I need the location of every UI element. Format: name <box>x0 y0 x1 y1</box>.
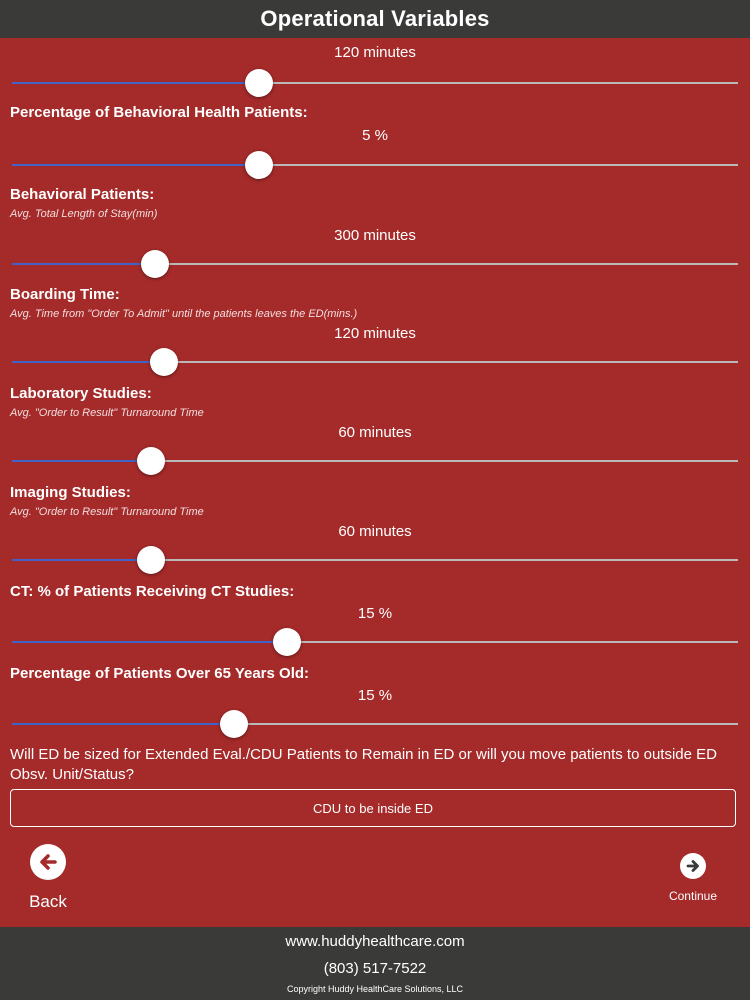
sub-behavioral-patients: Avg. Total Length of Stay(min) <box>10 208 158 220</box>
slider-boarding-time[interactable] <box>12 347 738 377</box>
label-over-65: Percentage of Patients Over 65 Years Old: <box>10 665 310 682</box>
value-over-65: 15 % <box>357 687 393 704</box>
settings-scroll-area[interactable] <box>0 38 750 927</box>
value-imaging-studies: 60 minutes <box>338 523 412 540</box>
slider-behavioral-percentage[interactable] <box>12 150 738 180</box>
copyright-text: Copyright Huddy HealthCare Solutions, LLC <box>286 984 464 994</box>
slider-fill <box>12 723 234 725</box>
slider-behavioral-patients[interactable] <box>12 249 738 279</box>
slider-fill <box>12 164 259 166</box>
website-link[interactable]: www.huddyhealthcare.com <box>285 933 465 950</box>
value-behavioral-percentage: 5 % <box>362 127 388 144</box>
slider-fill <box>12 460 151 462</box>
slider-thumb[interactable] <box>137 447 165 475</box>
slider-fill <box>12 641 287 643</box>
slider-ct-studies[interactable] <box>12 627 738 657</box>
continue-button[interactable] <box>660 853 726 903</box>
continue-label: Continue <box>668 889 718 903</box>
slider-thumb[interactable] <box>141 250 169 278</box>
app-header <box>0 0 750 38</box>
label-imaging-studies: Imaging Studies: <box>10 484 131 501</box>
back-button[interactable] <box>24 844 72 912</box>
sub-laboratory-studies: Avg. "Order to Result" Turnaround Time <box>10 407 204 419</box>
label-behavioral-patients: Behavioral Patients: <box>10 186 155 203</box>
cdu-question: Will ED be sized for Extended Eval./CDU Patients to Remain in ED or will you move patients to outside ED Obsv. Unit/Status? <box>10 746 717 783</box>
label-laboratory-studies: Laboratory Studies: <box>10 385 152 402</box>
sub-imaging-studies: Avg. "Order to Result" Turnaround Time <box>10 506 204 518</box>
slider-imaging-studies[interactable] <box>12 545 738 575</box>
cdu-selection-button[interactable]: CDU to be inside ED <box>10 789 736 827</box>
value-behavioral-patients: 300 minutes <box>334 227 416 244</box>
value-laboratory-studies: 60 minutes <box>338 424 412 441</box>
label-boarding-time: Boarding Time: <box>10 286 120 303</box>
value-boarding-time: 120 minutes <box>334 325 416 342</box>
slider-thumb[interactable] <box>245 151 273 179</box>
slider-laboratory-studies[interactable] <box>12 446 738 476</box>
page-title: Operational Variables <box>260 6 490 31</box>
app-footer <box>0 927 750 1000</box>
arrow-right-circle-icon <box>680 853 706 879</box>
slider-thumb[interactable] <box>150 348 178 376</box>
slider-length-of-stay[interactable] <box>12 68 738 98</box>
phone-number[interactable]: (803) 517-7522 <box>323 960 427 977</box>
slider-fill <box>12 559 151 561</box>
slider-thumb[interactable] <box>220 710 248 738</box>
slider-fill <box>12 82 259 84</box>
slider-thumb[interactable] <box>137 546 165 574</box>
slider-fill <box>12 361 164 363</box>
back-label: Back <box>29 892 67 911</box>
slider-thumb[interactable] <box>245 69 273 97</box>
slider-fill <box>12 263 155 265</box>
label-ct-studies: CT: % of Patients Receiving CT Studies: <box>10 583 295 600</box>
slider-thumb[interactable] <box>273 628 301 656</box>
label-behavioral-percentage: Percentage of Behavioral Health Patients: <box>10 104 308 121</box>
value-ct-studies: 15 % <box>357 605 393 622</box>
slider-over-65[interactable] <box>12 709 738 739</box>
sub-boarding-time: Avg. Time from "Order To Admit" until the patients leaves the ED(mins.) <box>10 308 358 320</box>
arrow-left-circle-icon <box>30 844 66 880</box>
value-length-of-stay: 120 minutes <box>334 44 416 61</box>
